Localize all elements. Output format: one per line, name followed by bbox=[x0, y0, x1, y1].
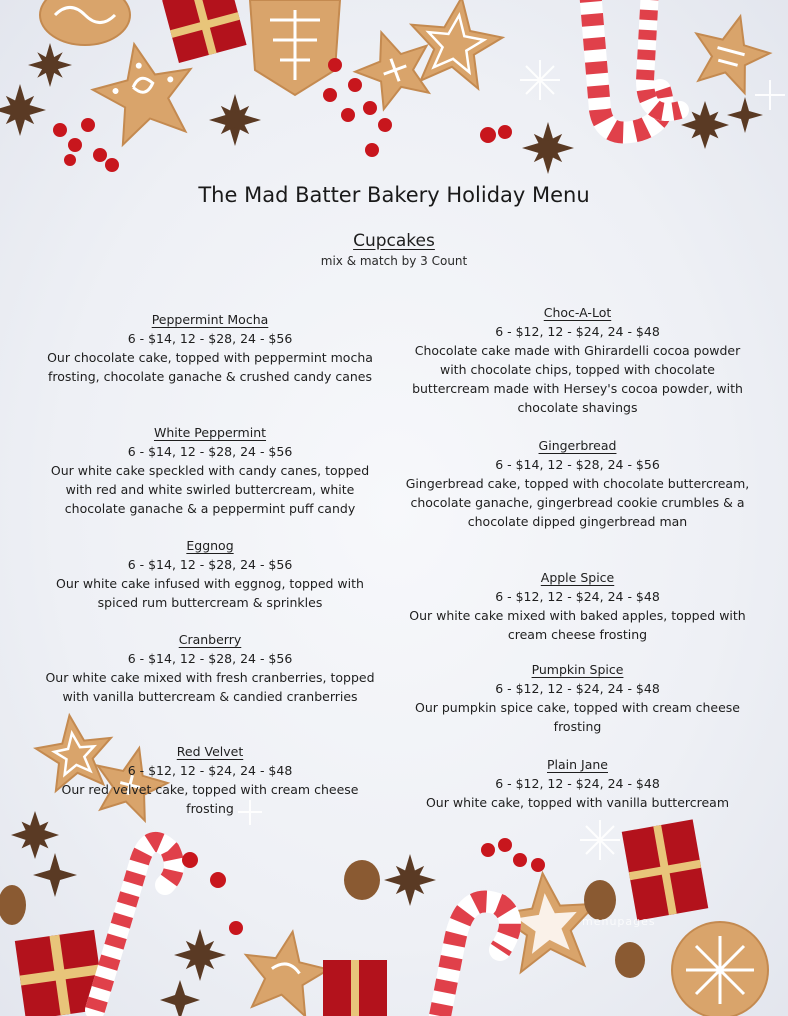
gift-box-icon bbox=[622, 819, 709, 920]
menu-item-choc-a-lot bbox=[405, 303, 750, 417]
item-price: 6 - $14, 12 - $28, 24 - $56 bbox=[127, 444, 293, 459]
section-title bbox=[0, 231, 788, 251]
item-price: 6 - $12, 12 - $24, 24 - $48 bbox=[495, 776, 660, 791]
candy-cane-icon bbox=[590, 0, 680, 133]
item-name: Peppermint Mocha bbox=[151, 312, 269, 327]
menu-item-eggnog bbox=[40, 536, 380, 612]
item-description: Our white cake mixed with baked apples, topped with cream cheese frosting bbox=[409, 608, 746, 642]
menu-item-pumpkin-spice bbox=[405, 660, 750, 736]
item-price: 6 - $14, 12 - $28, 24 - $56 bbox=[127, 557, 293, 572]
item-name: White Peppermint bbox=[153, 425, 267, 440]
item-price: 6 - $12, 12 - $24, 24 - $48 bbox=[495, 324, 660, 339]
item-name: Gingerbread bbox=[538, 438, 617, 453]
item-name: Pumpkin Spice bbox=[531, 662, 624, 677]
menu-item-cranberry bbox=[40, 630, 380, 706]
item-description: Our red velvet cake, topped with cream cheese frosting bbox=[61, 782, 359, 816]
item-description: Our white cake infused with eggnog, topped with spiced rum buttercream & sprinkles bbox=[56, 576, 364, 610]
item-name: Choc-A-Lot bbox=[543, 305, 612, 320]
gingerbread-tree-icon bbox=[250, 0, 340, 95]
item-price: 6 - $14, 12 - $28, 24 - $56 bbox=[127, 651, 293, 666]
item-name: Plain Jane bbox=[547, 757, 608, 772]
section-title-text: Cupcakes bbox=[353, 231, 435, 251]
item-price: 6 - $12, 12 - $24, 24 - $48 bbox=[495, 589, 660, 604]
item-description: Our pumpkin spice cake, topped with cream cheese frosting bbox=[415, 700, 740, 734]
menu-item-gingerbread bbox=[405, 436, 750, 531]
gingerbread-snowflake-cookie-icon bbox=[672, 922, 768, 1016]
item-name: Eggnog bbox=[186, 538, 234, 553]
item-price: 6 - $14, 12 - $28, 24 - $56 bbox=[127, 331, 293, 346]
item-price: 6 - $12, 12 - $24, 24 - $48 bbox=[127, 763, 293, 778]
item-description: Our white cake, topped with vanilla buttercream bbox=[425, 795, 730, 810]
item-name: Cranberry bbox=[178, 632, 242, 647]
section-note: mix & match by 3 Count bbox=[320, 254, 468, 268]
item-name: Apple Spice bbox=[540, 570, 615, 585]
gift-box-icon bbox=[323, 960, 387, 1016]
menu-title: The Mad Batter Bakery Holiday Menu bbox=[198, 183, 590, 207]
menu-item-white-peppermint bbox=[40, 423, 380, 518]
item-description: Chocolate cake made with Ghirardelli cocoa powder with chocolate chips, topped with chocolate buttercream made with Hersey's cocoa powder, with chocolate shavings bbox=[412, 343, 743, 415]
menu-item-red-velvet bbox=[40, 742, 380, 818]
item-description: Our white cake speckled with candy canes, topped with red and white swirled buttercream, white chocolate ganache & a peppermint puff candy bbox=[50, 463, 370, 516]
menu-item-apple-spice bbox=[405, 568, 750, 644]
gift-box-icon bbox=[162, 0, 246, 63]
item-description: Gingerbread cake, topped with chocolate buttercream, chocolate ganache, gingerbread cookie crumbles & a chocolate dipped gingerbread man bbox=[405, 476, 750, 529]
item-description: Our chocolate cake, topped with peppermint mocha frosting, chocolate ganache & crushed candy canes bbox=[47, 350, 373, 384]
menu-item-plain-jane bbox=[405, 755, 750, 812]
item-description: Our white cake mixed with fresh cranberries, topped with vanilla buttercream & candied cranberries bbox=[45, 670, 375, 704]
item-price: 6 - $14, 12 - $28, 24 - $56 bbox=[495, 457, 660, 472]
item-name: Red Velvet bbox=[176, 744, 244, 759]
menu-item-peppermint-mocha bbox=[40, 310, 380, 386]
gingerbread-star-icon bbox=[237, 924, 334, 1016]
gingerbread-star-icon bbox=[685, 7, 777, 97]
watermark: menupages bbox=[582, 915, 656, 928]
gingerbread-cookie-icon bbox=[40, 0, 130, 45]
item-price: 6 - $12, 12 - $24, 24 - $48 bbox=[495, 681, 660, 696]
holiday-decor-top bbox=[0, 0, 788, 190]
